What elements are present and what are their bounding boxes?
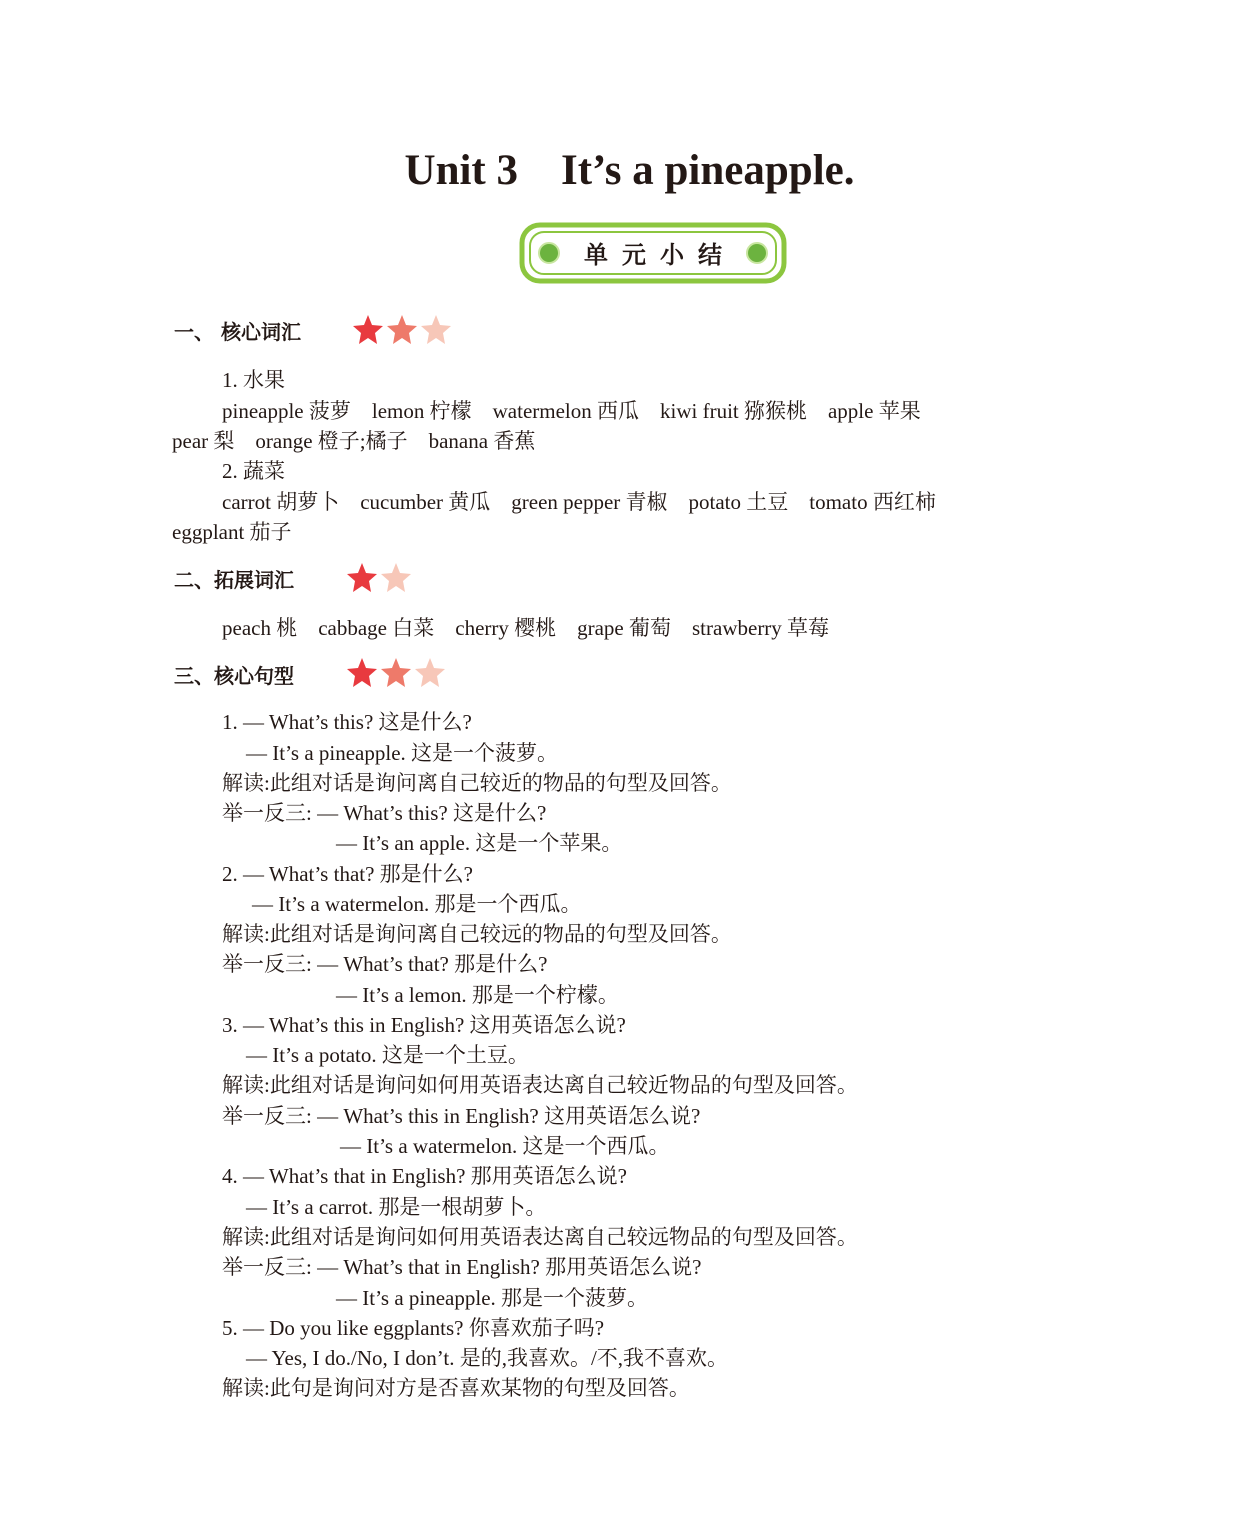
difficulty-stars-2 <box>346 562 416 594</box>
sentence-answer: — Yes, I do./No, I don’t. 是的,我喜欢。/不,我不喜欢。 <box>246 1346 729 1370</box>
badge-label: 单元小结 <box>584 241 736 269</box>
sentence-example-question: 举一反三: — What’s that? 那是什么? <box>222 952 548 976</box>
vocab-fruit-line: pineapple 菠萝 lemon 柠檬 watermelon 西瓜 kiwi fruit 猕猴桃 apple 苹果 <box>222 399 921 423</box>
sentence-question: 2. — What’s that? 那是什么? <box>222 862 473 886</box>
sentence-explanation: 解读:此组对话是询问如何用英语表达离自己较远物品的句型及回答。 <box>222 1225 858 1249</box>
star-icon <box>347 563 377 592</box>
sentence-example-answer: — It’s an apple. 这是一个苹果。 <box>336 831 623 855</box>
sentence-answer: — It’s a watermelon. 那是一个西瓜。 <box>252 892 582 916</box>
vocab-veg-label: 2. 蔬菜 <box>222 459 285 483</box>
vocab-veg-line: carrot 胡萝卜 cucumber 黄瓜 green pepper 青椒 potato 土豆 tomato 西红柿 <box>222 490 936 514</box>
page-title: Unit 3 It’s a pineapple. <box>404 147 855 194</box>
vocab-ext-line: peach 桃 cabbage 白菜 cherry 樱桃 grape 葡萄 strawberry 草莓 <box>222 616 830 640</box>
section-heading-ext-vocab: 二、拓展词汇 <box>174 568 294 592</box>
difficulty-stars-3 <box>352 314 456 346</box>
sentence-answer: — It’s a carrot. 那是一根胡萝卜。 <box>246 1195 547 1219</box>
sentence-example-answer: — It’s a lemon. 那是一个柠檬。 <box>336 983 619 1007</box>
sentence-question: 1. — What’s this? 这是什么? <box>222 710 472 734</box>
sentence-explanation: 解读:此句是询问对方是否喜欢某物的句型及回答。 <box>222 1376 690 1400</box>
sentence-question: 3. — What’s this in English? 这用英语怎么说? <box>222 1013 626 1037</box>
sentence-question: 4. — What’s that in English? 那用英语怎么说? <box>222 1164 627 1188</box>
vocab-veg-line: eggplant 茄子 <box>172 520 292 544</box>
difficulty-stars-3 <box>346 657 450 689</box>
star-icon <box>387 315 417 344</box>
sentence-explanation: 解读:此组对话是询问如何用英语表达离自己较近物品的句型及回答。 <box>222 1073 858 1097</box>
sentence-example-answer: — It’s a watermelon. 这是一个西瓜。 <box>340 1134 670 1158</box>
star-icon <box>347 658 377 687</box>
sentence-example-question: 举一反三: — What’s this in English? 这用英语怎么说? <box>222 1104 701 1128</box>
section-heading-core-sentences: 三、核心句型 <box>174 664 294 688</box>
sentence-question: 5. — Do you like eggplants? 你喜欢茄子吗? <box>222 1316 605 1340</box>
vocab-fruit-label: 1. 水果 <box>222 368 285 392</box>
sentence-explanation: 解读:此组对话是询问离自己较近的物品的句型及回答。 <box>222 771 732 795</box>
star-icon <box>353 315 383 344</box>
star-icon <box>415 658 445 687</box>
sentence-answer: — It’s a pineapple. 这是一个菠萝。 <box>246 741 559 765</box>
sentence-example-question: 举一反三: — What’s this? 这是什么? <box>222 801 547 825</box>
star-icon <box>421 315 451 344</box>
sentence-answer: — It’s a potato. 这是一个土豆。 <box>246 1043 529 1067</box>
sentence-example-answer: — It’s a pineapple. 那是一个菠萝。 <box>336 1286 649 1310</box>
vocab-fruit-line: pear 梨 orange 橙子;橘子 banana 香蕉 <box>172 429 536 453</box>
section-heading-core-vocab: 一、 核心词汇 <box>174 320 301 344</box>
sentence-explanation: 解读:此组对话是询问离自己较远的物品的句型及回答。 <box>222 922 732 946</box>
sentence-example-question: 举一反三: — What’s that in English? 那用英语怎么说? <box>222 1255 702 1279</box>
star-icon <box>381 563 411 592</box>
unit-summary-badge <box>519 221 787 285</box>
star-icon <box>381 658 411 687</box>
